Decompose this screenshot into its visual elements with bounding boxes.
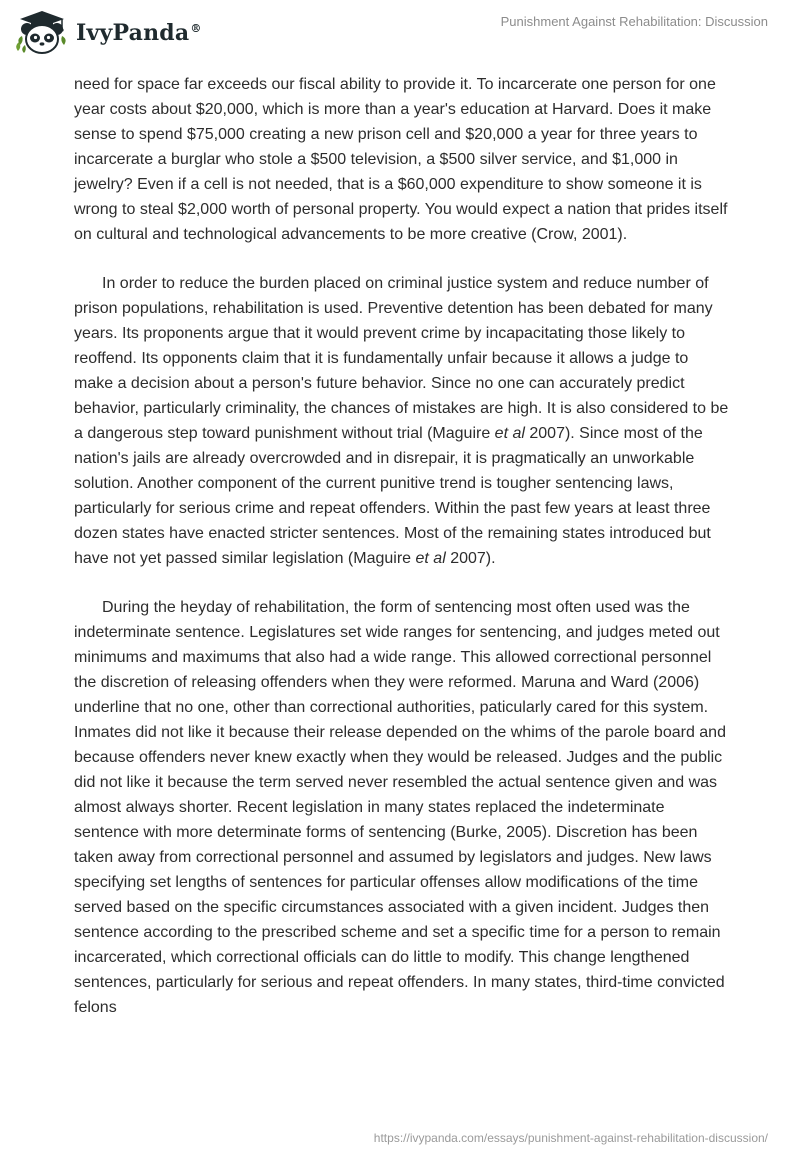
source-url[interactable]: https://ivypanda.com/essays/punishment-against-rehabilitation-discussion/ bbox=[373, 1131, 768, 1145]
logo-text: IvyPanda bbox=[76, 20, 190, 46]
page-header bbox=[0, 0, 800, 70]
paragraph-2-em-a: et al bbox=[494, 425, 525, 442]
paragraph-3: During the heyday of rehabilitation, the form of sentencing most often used was the indeterminate sentence. Legislatures set wide ranges for sentencing, and judges meted out minimums and maximums that also had a wide range. This allowed correctional personnel the discretion of releasing offenders when they were reformed. Maruna and Ward (2006) underline that no one, other than correctional authorities, paticularly cared for this system. Inmates did not like it because their release depended on the whims of the parole board and because offenders never knew exactly when they would be released. Judges and the public did not like it because the term served never resembled the actual sentence given and was almost always shorter. Recent legislation in many states replaced the indeterminate sentence with more determinate forms of sentencing (Burke, 2005). Discretion has been taken away from correctional personnel and assumed by legislators and judges. New laws specifying set lengths of sentences for particular offenses allow modifications of the time served based on the specific circumstances associated with a given incident. Judges then sentence according to the prescribed scheme and set a specific time for a person to remain incarcerated, which correctional officials can do little to modify. This change lengthened sentences, particularly for serious and repeat offenders. In many states, third-time convicted felons bbox=[74, 599, 726, 1016]
panda-logo-icon bbox=[14, 9, 70, 55]
essay-body bbox=[74, 72, 730, 1044]
paragraph-2-em-b: et al bbox=[415, 550, 446, 567]
registered-mark: ® bbox=[190, 21, 202, 35]
paragraph-2 bbox=[74, 271, 730, 571]
paragraph-2-text-a: In order to reduce the burden placed on criminal justice system and reduce number of prison populations, rehabilitation is used. Preventive detention has been debated for many years. Its proponents argue that it would prevent crime by incapacitating those likely to reoffend. Its opponents claim that it is fundamentally unfair because it allows a judge to make a decision about a person's future behavior. Since no one can accurately predict behavior, particularly criminality, the chances of mistakes are high. It is also considered to be a dangerous step toward punishment without trial (Maguire bbox=[74, 275, 729, 442]
logo-wordmark bbox=[76, 20, 202, 46]
paragraph-1: need for space far exceeds our fiscal ability to provide it. To incarcerate one person for one year costs about $20,000, which is more than a year's education at Harvard. Does it make sense to spend $75,000 creating a new prison cell and $20,000 a year for three years to incarcerate a burglar who stole a $500 television, a $500 silver service, and $1,000 in jewelry? Even if a cell is not needed, that is a $60,000 expenditure to show someone it is wrong to steal $2,000 worth of personal property. You would expect a nation that prides itself on cultural and technological advancements to be more creative (Crow, 2001). bbox=[74, 76, 728, 243]
document-title: Punishment Against Rehabilitation: Discussion bbox=[500, 14, 768, 29]
paragraph-2-text-c: 2007). bbox=[445, 550, 496, 567]
paragraph-2-text-b: 2007). Since most of the nation's jails are already overcrowded and in disrepair, it is pragmatically an unworkable solution. Another component of the current punitive trend is tougher sentencing laws, particularly for serious crime and repeat offenders. Within the past few years at least three dozen states have enacted stricter sentences. Most of the remaining states introduced but have not yet passed similar legislation (Maguire bbox=[74, 425, 711, 567]
ivypanda-logo[interactable] bbox=[14, 8, 202, 56]
